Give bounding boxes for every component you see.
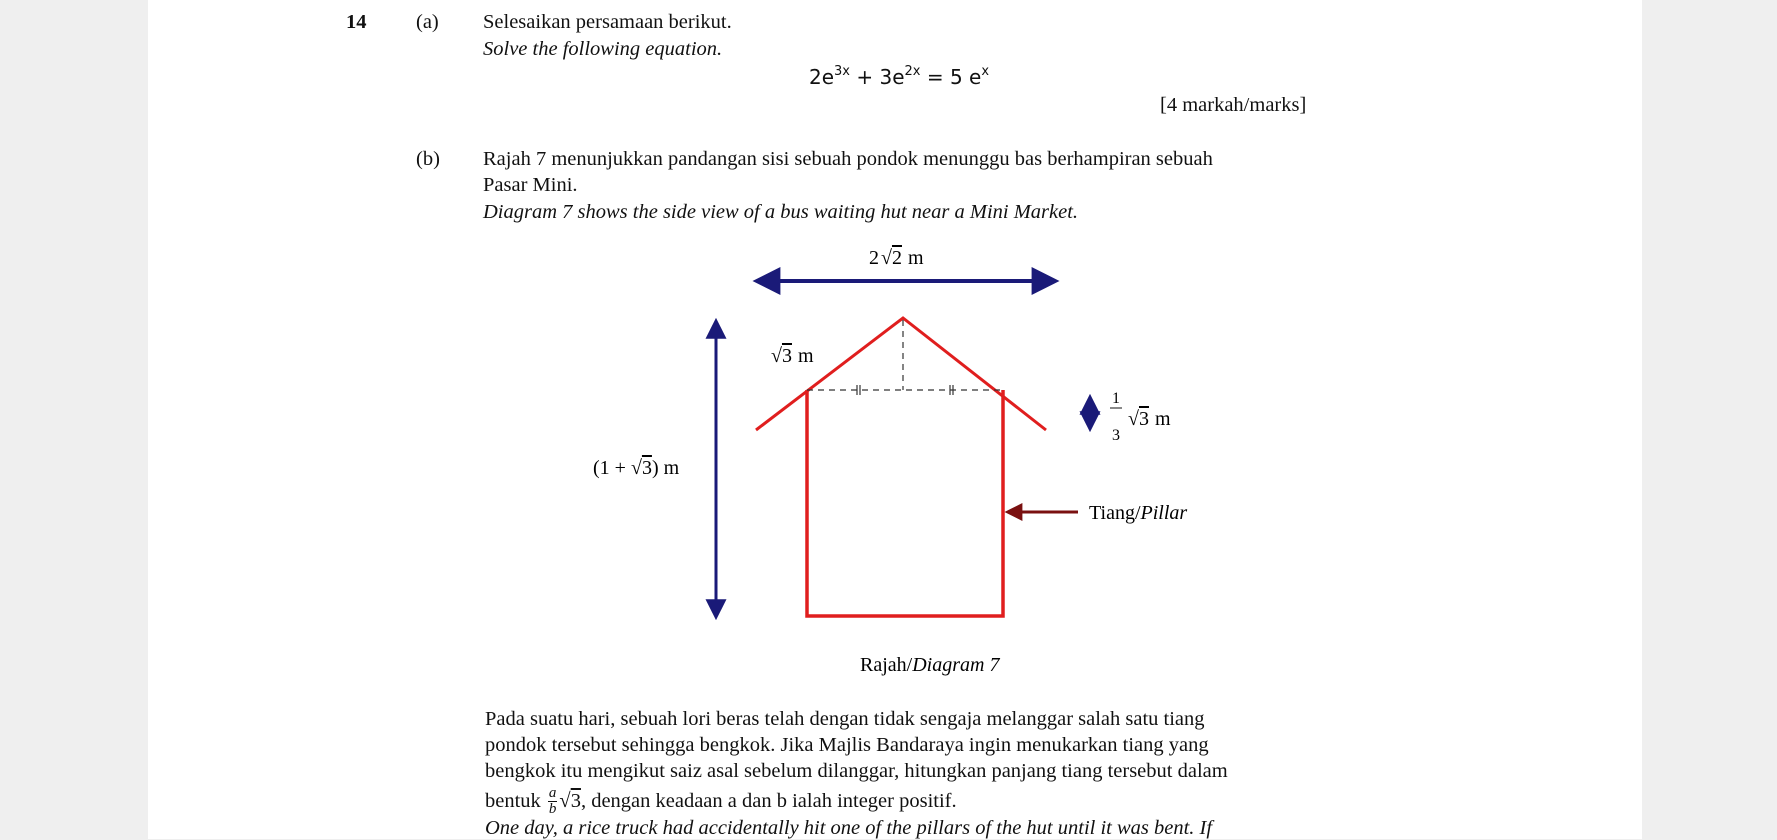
part-b-label: (b)	[416, 148, 440, 170]
part-a-label: (a)	[416, 11, 439, 33]
roof-height-label: √3 m	[1128, 408, 1171, 430]
pillar-label: Tiang/Pillar	[1089, 502, 1188, 524]
width-label: 2 √2 m	[869, 247, 924, 269]
marks-label: [4 markah/marks]	[1160, 94, 1307, 116]
english-paragraph-partial: One day, a rice truck had accidentally hit one of the pillars of the hut until it was bent. If	[485, 817, 1213, 839]
diagram-caption: Rajah/Diagram 7	[860, 654, 1000, 676]
height-label: (1 + √3) m	[593, 457, 680, 479]
part-b-text-ms-line1: Rajah 7 menunjukkan pandangan sisi sebuah pondok menunggu bas berhampiran sebuah	[483, 148, 1213, 170]
paragraph-line-1: Pada suatu hari, sebuah lori beras telah dengan tidak sengaja melanggar salah satu tiang	[485, 708, 1205, 730]
fraction-a-over-b: $\frac{a}{b}$	[548, 785, 557, 817]
roof-slope-label: √3 m	[771, 345, 814, 367]
paragraph-line-2: pondok tersebut sehingga bengkok. Jika Majlis Bandaraya ingin menukarkan tiang yang	[485, 734, 1209, 756]
roof-height-frac-num: 1	[1112, 390, 1120, 407]
hut-walls	[807, 390, 1003, 616]
equation: $2e^{3x} + 3e^{2x} = 5$ $e^x$	[809, 64, 990, 89]
part-b-text-en: Diagram 7 shows the side view of a bus waiting hut near a Mini Market.	[483, 201, 1079, 223]
document-page	[148, 0, 1642, 839]
part-b-text-ms-line2: Pasar Mini.	[483, 174, 578, 196]
question-number: 14	[346, 11, 367, 33]
paragraph-line-4: bentuk $\frac{a}{b}$ √ 3 , dengan keadaan a dan b ialah integer positif.	[485, 785, 957, 817]
roof-height-frac-den: 3	[1112, 427, 1120, 444]
part-a-instruction-ms: Selesaikan persamaan berikut.	[483, 11, 732, 33]
paragraph-line-3: bengkok itu mengikut saiz asal sebelum dilanggar, hitungkan panjang tiang tersebut dalam	[485, 760, 1228, 782]
part-a-instruction-en: Solve the following equation.	[483, 38, 723, 60]
